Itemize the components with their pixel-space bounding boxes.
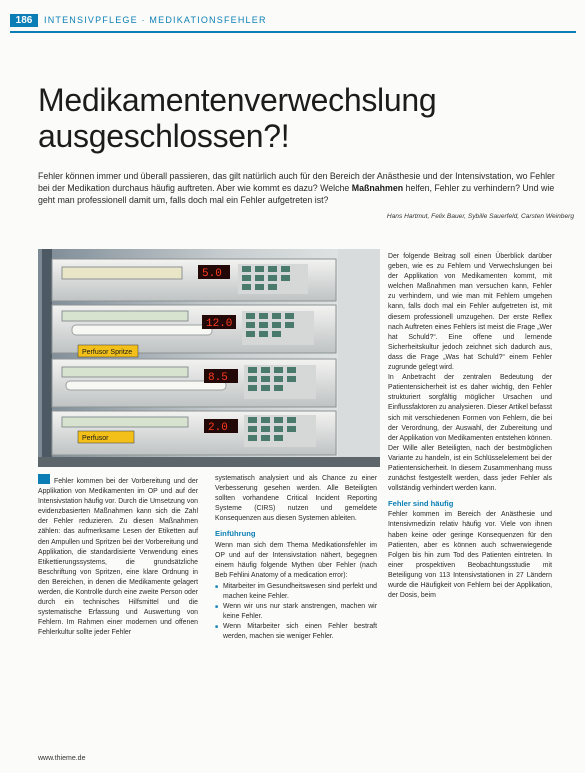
- authors-line: Hans Hartmut, Felix Bauer, Sybille Sauerfeld, Carsten Weinberg: [386, 213, 574, 220]
- svg-text:2.0: 2.0: [208, 422, 228, 434]
- section-marker-icon: [38, 474, 50, 484]
- column-mid-p1: systematisch analysiert und als Chance zu einer Verbesserung gesehen werden. Alle Beteiligten sollten vorhandene Critical Incident Reporting Systeme (CIRS) nutzen und gemeldete Konsequenzen aus diesen Systemen ableiten.: [215, 475, 377, 523]
- column-left: [38, 474, 198, 639]
- myths-list: [215, 582, 377, 643]
- heading-fehler-haeufig: Fehler sind häufig: [388, 499, 454, 509]
- page-number: 186: [10, 14, 38, 27]
- column-right: [388, 252, 552, 601]
- heading-einfuehrung: Einführung: [215, 529, 256, 539]
- lead-text-before: Fehler können immer und überall passieren, das gilt natürlich auch für den Bereich der Anästhesie und der Intensivstation, wo Fehler bei der Medikation durchaus häufig auftreten. Aber wie kommt es dazu? Welche: [38, 171, 555, 193]
- column-mid-p2: Wenn man sich dem Thema Medikationsfehler im OP und auf der Intensivstation nähert, begegnen einem häufig folgende Mythen über Fehler (nach Beb Fehlini Anatomy of a medication error):: [215, 541, 377, 579]
- column-right-p1: Der folgende Beitrag soll einen Überblick darüber geben, wie es zu Fehlern und Verwechslungen bei der Applikation von Medikamenten kommt, mit welchen Maßnahmen man versuchen kann, Fehler zu verhindern, und wie man mit Fehlern umgehen kann, falls doch mal ein Fehler aufgetreten ist, mit diesem professionell umzugehen. Der erste Reflex nach Auftreten eines Fehlers ist meist die Frage „Wer hat Schuld?“. Eine offene und lernende Sicherheitskultur jedoch zeichnet sich dadurch aus, dass die Frage „Was hat Schuld?“ einem Fehler zugrunde gelegt wird.: [388, 253, 552, 372]
- lead-bold: Maßnahmen: [351, 183, 404, 193]
- column-right-p2: In Anbetracht der zentralen Bedeutung der Patientensicherheit ist es daher wichtig, den Fehler strukturiert sorgfältig möglicher Ursachen und Einflussfaktoren zu analysieren. Dieser Artikel befasst sich mit verschiedenen Formen von Fehlern, die bei der Verordnung, der Auswahl, der Zubereitung und der Applikation von Medikamenten entstehen können. Der Wille aller Beteiligten, nach der bestmöglichen Variante zu handeln, ist ein Schlüsselelement bei der Patientensicherheit. In diesem Zusammenhang muss zunächst festgestellt werden, dass jeder Fehler als vollständig verhindert werden kann.: [388, 374, 552, 493]
- lead-text-after: helfen, Fehler zu verhindern? Und wie geht man professionell damit um, falls doch mal ein Fehler aufgetreten ist?: [38, 183, 555, 205]
- svg-text:5.0: 5.0: [202, 268, 222, 280]
- syringe-pump-photo: [38, 249, 380, 467]
- lead-paragraph: [38, 170, 566, 206]
- list-item: ■ Wenn Mitarbeiter sich einen Fehler bestraft werden, machen sie weniger Fehler.: [215, 622, 377, 642]
- running-head: INTENSIVPFLEGE · MEDIKATIONSFEHLER: [44, 15, 267, 25]
- column-middle: [215, 474, 377, 643]
- list-item: ■ Mitarbeiter im Gesundheitswesen sind perfekt und machen keine Fehler.: [215, 582, 377, 602]
- column-left-p1: Fehler kommen bei der Vorbereitung und der Applikation von Medikamenten im OP und auf der Intensivstation häufig vor. Durch die Umsetzung von evidenzbasierten Maßnahmen kann sich die Zahl der Fehler reduzieren. Zu diesen Maßnahmen zählen: das aufmerksame Lesen der Etiketten auf den Ampullen und Spritzen bei der Vorbereitung und Applikation, die standardisierte Verwendung eines Etikettierungssystems, die grundsätzliche Beschriftung von Spritzen, eine klare Ordnung in den Bereichen, in denen die Medikamente gelagert werden, die Kontrolle durch eine zweite Person oder durch ein technisches Hilfsmittel und die systematische Erfassung und Auswertung von Fehlern. Im Rahmen einer modernen und offenen Fehlerkultur sollte jeder Fehler: [38, 478, 198, 637]
- photo-label-2: Perfusor: [82, 435, 109, 442]
- column-right-p3: Fehler kommen im Bereich der Anästhesie und Intensivmedizin relativ häufig vor. Viele von ihnen haben keine oder geringe Konsequenzen für den Patienten, aber es können auch schwerwiegende Folgen bis hin zum Tod des Patienten eintreten. In einer prospektiven Beobachtungsstudie mit Beteiligung von 113 Intensivstationen in 27 Ländern wurde die Häufigkeit von Fehlern bei der Applikation, der Dosis, beim: [388, 511, 552, 600]
- header-rule: [10, 31, 576, 33]
- article-title: Medikamentenverwechslung ausgeschlossen?!: [38, 82, 437, 154]
- svg-text:12.0: 12.0: [206, 318, 233, 330]
- svg-text:8.5: 8.5: [208, 372, 228, 384]
- list-item: ■ Wenn wir uns nur stark anstrengen, machen wir keine Fehler.: [215, 602, 377, 622]
- photo-label-1: Perfusor Spritze: [82, 349, 133, 356]
- footer-url: www.thieme.de: [38, 755, 86, 762]
